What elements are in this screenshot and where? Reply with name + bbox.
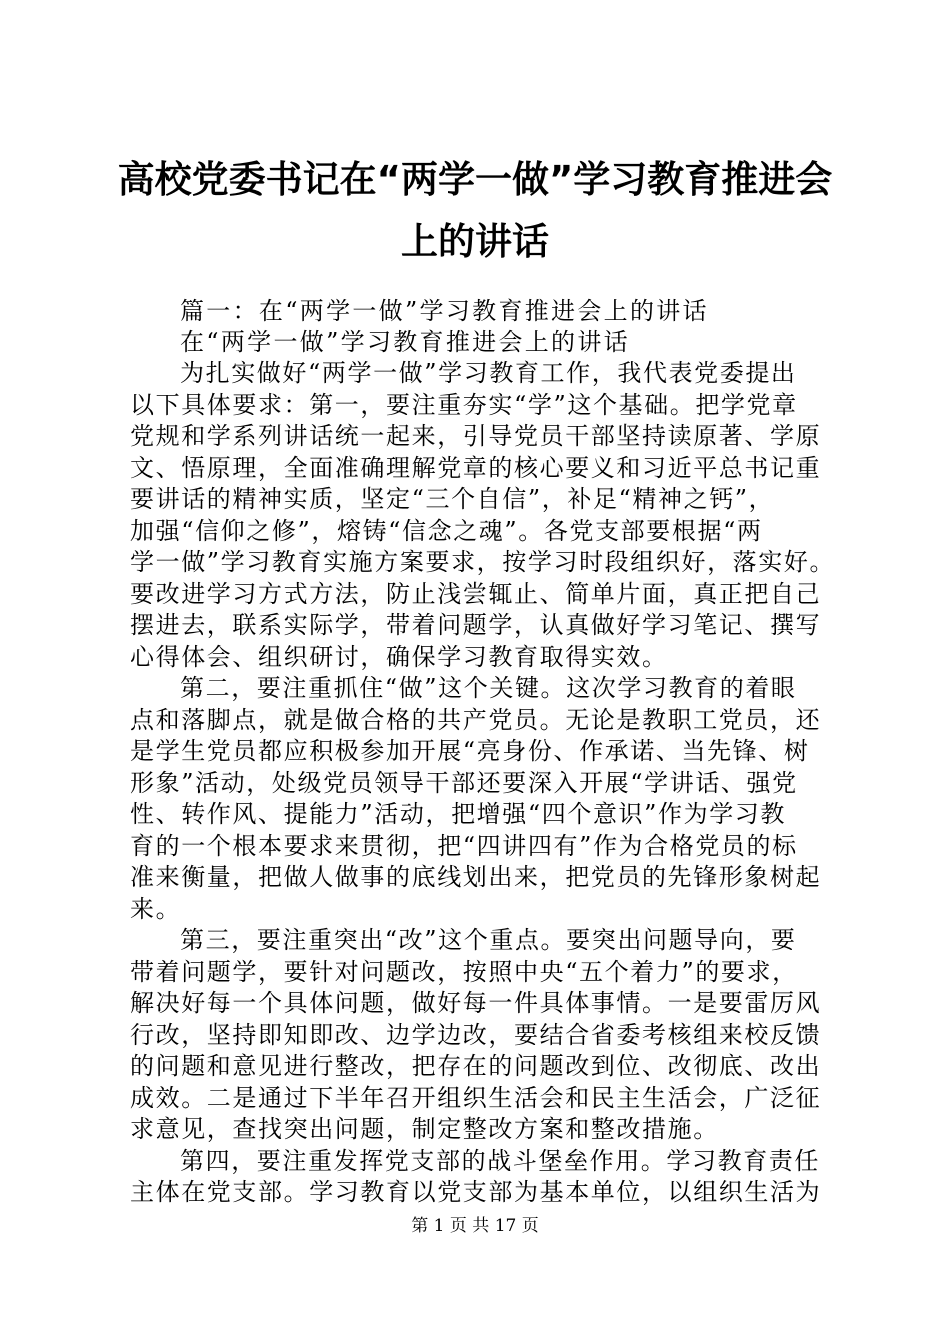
paragraph-line: 为扎实做好“两学一做”学习教育工作，我代表党委提出 xyxy=(180,359,797,387)
paragraph-line: 加强“信仰之修”，熔铸“信念之魂”。各党支部要根据“两 xyxy=(130,516,763,545)
paragraph-line: 育的一个根本要求来贯彻，把“四讲四有”作为合格党员的标 xyxy=(130,831,798,860)
section-heading: 篇一：在“两学一做”学习教育推进会上的讲话 xyxy=(180,297,709,325)
paragraph-line: 是学生党员都应积极参加开展“亮身份、作承诺、当先锋、树 xyxy=(130,737,810,765)
paragraph-line: 解决好每一个具体问题，做好每一件具体事情。一是要雷厉风 xyxy=(130,989,822,1017)
paragraph-line: 准来衡量，把做人做事的底线划出来，把党员的先锋形象树起 xyxy=(130,863,822,891)
speech-subheading: 在“两学一做”学习教育推进会上的讲话 xyxy=(180,328,630,356)
paragraph-line: 的问题和意见进行整改，把存在的问题改到位、改彻底、改出 xyxy=(130,1052,822,1080)
document-title-line-2: 上的讲话 xyxy=(401,220,549,263)
paragraph-line: 学一做”学习教育实施方案要求，按学习时段组织好，落实好。 xyxy=(130,548,836,576)
paragraph-line: 要讲话的精神实质，坚定“三个自信”，补足“精神之钙”， xyxy=(130,485,775,513)
paragraph-line: 要改进学习方式方法，防止浅尝辄止、简单片面，真正把自己 xyxy=(130,579,822,608)
paragraph-line: 第三，要注重突出“改”这个重点。要突出问题导向，要 xyxy=(180,926,797,954)
paragraph-line: 摆进去，联系实际学，带着问题学，认真做好学习笔记、撰写 xyxy=(130,611,822,639)
paragraph-line: 形象”活动，处级党员领导干部还要深入开展“学讲话、强党 xyxy=(130,768,798,797)
paragraph-line: 来。 xyxy=(130,894,182,923)
paragraph-line: 成效。二是通过下半年召开组织生活会和民主生活会，广泛征 xyxy=(130,1083,822,1112)
paragraph-line: 主体在党支部。学习教育以党支部为基本单位，以组织生活为 xyxy=(130,1178,822,1206)
document-title-line-1: 高校党委书记在“两学一做”学习教育推进会 xyxy=(117,158,833,201)
paragraph-list xyxy=(130,358,838,1209)
page-footer: 第 1 页 共 17 页 xyxy=(411,1216,539,1236)
paragraph-line: 以下具体要求：第一，要注重夯实“学”这个基础。把学党章 xyxy=(130,390,798,419)
paragraph xyxy=(130,673,838,925)
paragraph-line: 性、转作风、提能力”活动，把增强“四个意识”作为学习教 xyxy=(130,800,787,828)
paragraph-line: 求意见，查找突出问题，制定整改方案和整改措施。 xyxy=(130,1115,719,1143)
paragraph xyxy=(130,358,838,673)
paragraph-line: 党规和学系列讲话统一起来，引导党员干部坚持读原著、学原 xyxy=(130,422,822,450)
paragraph-line: 第二，要注重抓住“做”这个关键。这次学习教育的着眼 xyxy=(180,674,797,702)
paragraph-line: 行改，坚持即知即改、边学边改，要结合省委考核组来校反馈 xyxy=(130,1020,822,1049)
paragraph xyxy=(130,1146,838,1209)
paragraph-line: 文、悟原理，全面准确理解党章的核心要义和习近平总书记重 xyxy=(130,453,822,482)
paragraph-line: 心得体会、组织研讨，确保学习教育取得实效。 xyxy=(130,642,668,671)
paragraph-line: 第四，要注重发挥党支部的战斗堡垒作用。学习教育责任 xyxy=(180,1146,820,1175)
paragraph xyxy=(130,925,838,1146)
paragraph-line: 点和落脚点，就是做合格的共产党员。无论是教职工党员，还 xyxy=(130,705,822,734)
paragraph-line: 带着问题学，要针对问题改，按照中央“五个着力”的要求， xyxy=(130,957,798,986)
document-body xyxy=(130,296,838,1209)
